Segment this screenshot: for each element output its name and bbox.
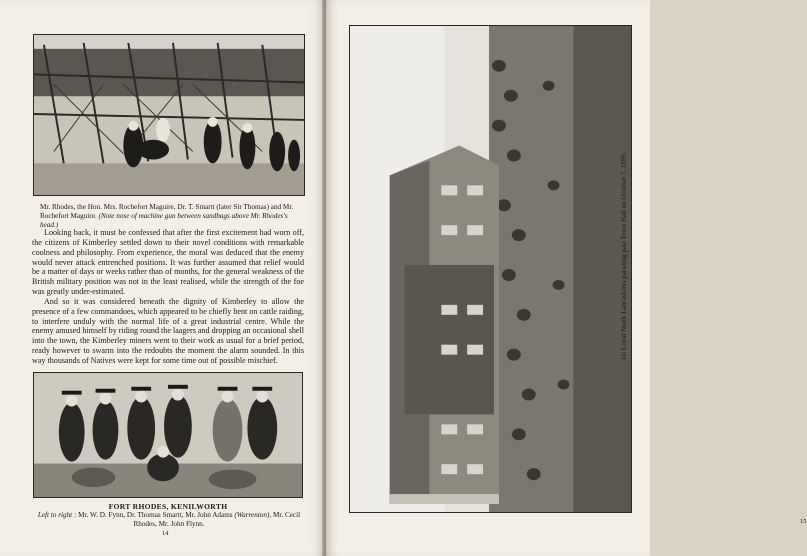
photo-rhodes-group — [33, 34, 305, 196]
bottom-photo-title: FORT RHODES, KENILWORTH — [108, 502, 228, 511]
photo-town-hall-parade-image — [350, 26, 631, 512]
right-page — [326, 0, 807, 556]
bottom-photo-caption-paren: (Warrenton) — [234, 511, 270, 519]
right-page-rotated-caption — [620, 152, 630, 370]
photo-town-hall-parade — [349, 25, 632, 513]
body-text — [32, 228, 304, 366]
bottom-photo-caption-rest: , Mr. Cecil Rhodes, Mr. John Flynn. — [133, 511, 301, 528]
photo-rhodes-group-image — [34, 35, 304, 195]
bottom-photo-caption-names: Mr. W. D. Fynn, Dr. Thomas Smartt, Mr. John Adams — [78, 511, 233, 519]
top-photo-caption-main: Mr. Rhodes, the Hon. Mrs. Rochefort Maguire, Dr. T. Smartt (later Sir Thomas) and Mr. Rochefort Maguire. — [40, 203, 294, 220]
paragraph-2: And so it was considered beneath the dignity of Kimberley to allow the presence of a few commandoes, which appeared to be chiefly bent on cattle raiding, to interfere unduly with the normal life of a great industrial centre. While the enemy amused himself by riding round the laagers and dropping an occasional shell into the town, the Kimberley miners went to their work as usual for a brief period, ready however to swarm into the redoubts the moment the alarm sounded. In this way thousands of Natives were kept for some time out of possible mischief. — [32, 296, 304, 365]
bottom-photo-caption — [36, 511, 302, 528]
right-page-rotated-caption-text: 1st Loyal North Lancashires parading past Town Hall on October 7, 1899. — [620, 152, 628, 360]
bottom-photo-caption-prefix: Left to right : — [37, 511, 77, 519]
left-page — [0, 0, 324, 556]
paragraph-1: Looking back, it must be confessed that after the first excitement had worn off, the citizens of Kimberley settled down to their novel conditions with remarkable coolness and philosophy. From experience, the moral was deduced that the enemy would never attack entrenched positions. It was further assumed that relief would be a matter of days or weeks rather than of months, for the general weakness of the British military position was not in the least realised, while the strength of the foe was greatly under-estimated. — [32, 228, 304, 297]
left-page-number: 14 — [162, 530, 169, 537]
photo-fort-rhodes-image — [34, 373, 302, 497]
top-photo-caption-note: (Note nose of machine gun between sandbags above Mr. Rhodes's head.) — [40, 212, 288, 229]
top-photo-caption — [40, 203, 302, 230]
photo-fort-rhodes — [33, 372, 303, 498]
right-page-number: 15 — [800, 518, 807, 525]
